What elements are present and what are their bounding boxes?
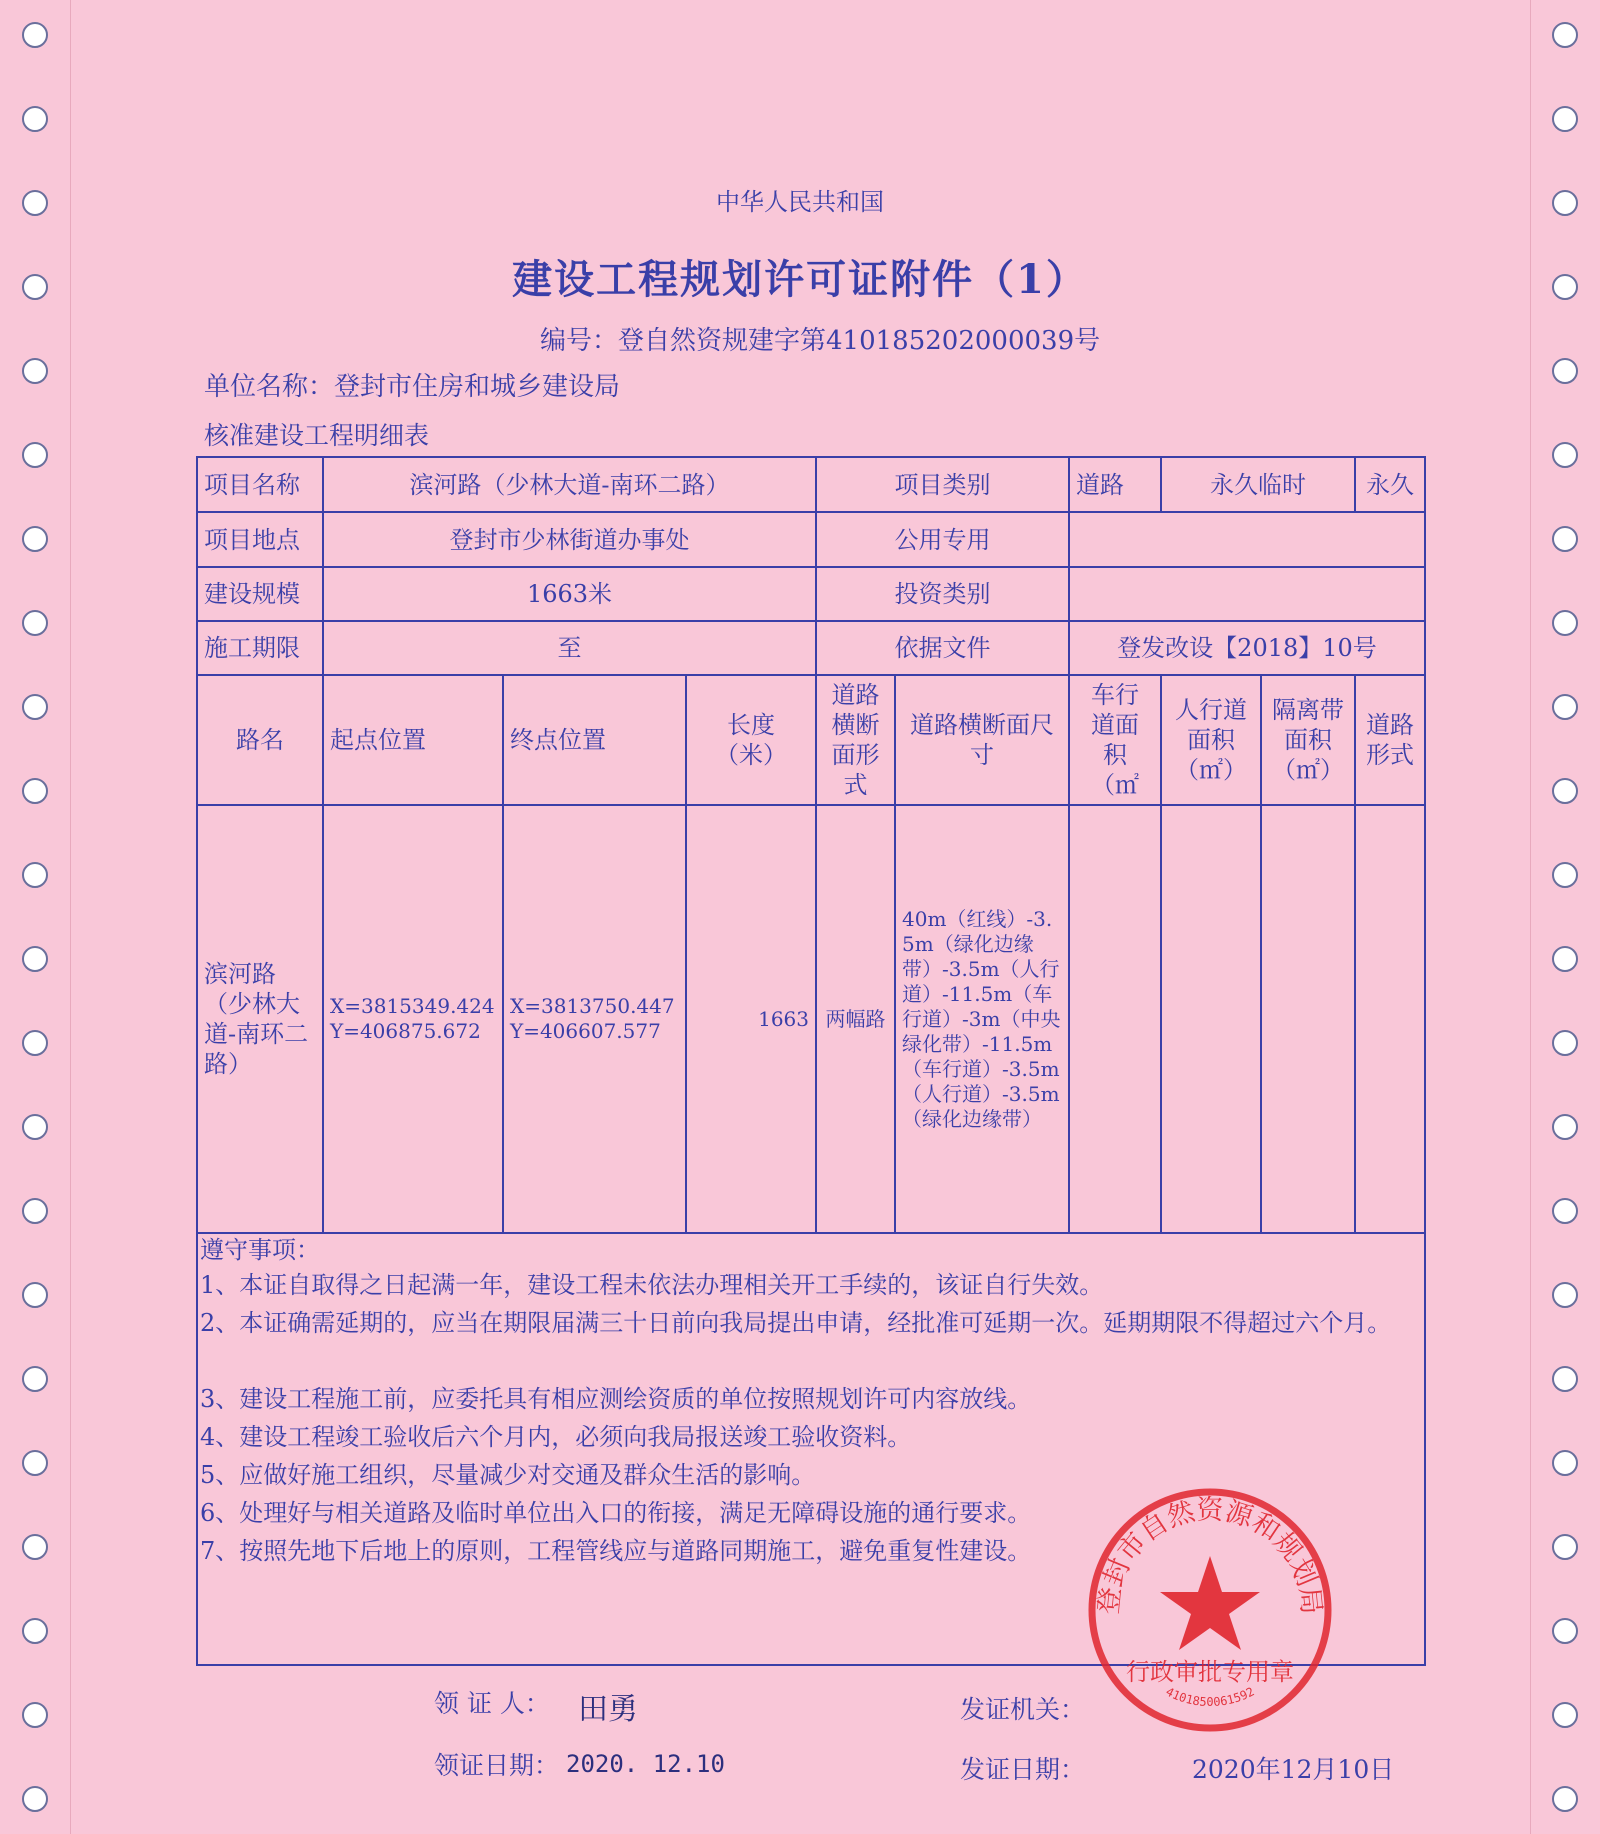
tractor-hole xyxy=(22,1030,48,1056)
tractor-hole xyxy=(1552,1534,1578,1560)
note-item: 2、本证确需延期的，应当在期限届满三十日前向我局提出申请，经批准可延期一次。延期期限不得超过六个月。 xyxy=(200,1309,1392,1337)
seal-code: 4101850061592 xyxy=(1163,1684,1257,1710)
header-road-form: 道路形式 xyxy=(1366,711,1414,769)
header-median-area: 隔离带面积（㎡） xyxy=(1272,696,1344,784)
tractor-hole xyxy=(1552,1114,1578,1140)
basis-label: 依据文件 xyxy=(894,634,991,662)
header-length: 长度（米） xyxy=(715,711,787,769)
tractor-hole xyxy=(22,358,48,384)
investment-label: 投资类别 xyxy=(894,580,991,608)
tractor-hole xyxy=(22,1114,48,1140)
period-value: 至 xyxy=(557,634,582,662)
header-end: 终点位置 xyxy=(510,726,606,754)
issuer-label: 发证机关： xyxy=(960,1695,1086,1724)
tractor-hole xyxy=(1552,1786,1578,1812)
tractor-hole xyxy=(22,694,48,720)
project-name-value: 滨河路（少林大道-南环二路） xyxy=(409,470,730,499)
public-private-label: 公用专用 xyxy=(894,525,991,554)
row-end-x: X=3813750.447 xyxy=(510,994,675,1018)
tractor-hole xyxy=(22,1366,48,1392)
project-type-label: 项目类别 xyxy=(894,470,991,499)
location-value: 登封市少林街道办事处 xyxy=(449,525,690,554)
permit-number: 编号：登自然资规建字第410185202000039号 xyxy=(540,326,1101,356)
tractor-hole xyxy=(1552,1702,1578,1728)
perm-temp-label: 永久临时 xyxy=(1210,470,1306,499)
project-name-label: 项目名称 xyxy=(204,470,300,499)
basis-value: 登发改设【2018】10号 xyxy=(1117,634,1377,662)
note-item: 1、本证自取得之日起满一年，建设工程未依法办理相关开工手续的，该证自行失效。 xyxy=(200,1271,1104,1299)
row-carriage-area xyxy=(1070,806,1160,1232)
official-seal xyxy=(1080,1480,1340,1740)
tractor-hole xyxy=(1552,610,1578,636)
seal-purpose: 行政审批专用章 xyxy=(1126,1658,1294,1686)
tractor-hole xyxy=(1552,526,1578,552)
scale-label: 建设规模 xyxy=(204,580,300,608)
tractor-hole xyxy=(1552,1366,1578,1392)
tractor-hole xyxy=(22,778,48,804)
tractor-hole xyxy=(1552,358,1578,384)
tractor-hole xyxy=(1552,694,1578,720)
tractor-hole xyxy=(22,1534,48,1560)
row-median-area xyxy=(1262,806,1354,1232)
tractor-hole xyxy=(22,526,48,552)
country-heading: 中华人民共和国 xyxy=(716,188,884,216)
unit-name: 单位名称：登封市住房和城乡建设局 xyxy=(204,372,621,402)
tractor-hole xyxy=(1552,862,1578,888)
row-section-size: 40m（红线）-3.5m（绿化边缘带）-3.5m（人行道）-11.5m（车行道）-3m（中央绿化带）-11.5m（车行道）-3.5m（人行道）-3.5m（绿化边缘带） xyxy=(902,906,1061,1131)
receiver-signature: 田勇 xyxy=(578,1692,638,1727)
header-carriage-area: 车行道面积（㎡ xyxy=(1091,681,1139,799)
row-start-x: X=3815349.424 xyxy=(330,994,495,1018)
receive-date-label: 领证日期： xyxy=(434,1751,560,1780)
tractor-hole xyxy=(22,1702,48,1728)
tractor-hole xyxy=(1552,106,1578,132)
row-start-y: Y=406875.672 xyxy=(330,1019,481,1043)
tractor-hole xyxy=(22,1786,48,1812)
tractor-hole xyxy=(22,862,48,888)
seal-org: 登封市自然资源和规划局 xyxy=(1093,1494,1327,1616)
issue-date-value: 2020年12月10日 xyxy=(1192,1755,1395,1784)
tractor-hole xyxy=(22,1450,48,1476)
header-section-form: 道路横断面形式 xyxy=(831,681,880,799)
seal-star-icon xyxy=(1160,1556,1260,1650)
row-end-y: Y=406607.577 xyxy=(510,1019,661,1043)
tractor-hole xyxy=(1552,1450,1578,1476)
tractor-hole xyxy=(22,1282,48,1308)
period-label: 施工期限 xyxy=(204,634,300,662)
investment-value xyxy=(1070,568,1424,620)
tractor-hole xyxy=(22,1198,48,1224)
tractor-hole xyxy=(22,1618,48,1644)
tractor-hole xyxy=(1552,22,1578,48)
scale-value: 1663米 xyxy=(526,580,613,608)
note-item: 7、按照先地下后地上的原则，工程管线应与道路同期施工，避免重复性建设。 xyxy=(200,1537,1032,1565)
perm-temp-value: 永久 xyxy=(1366,470,1414,499)
tractor-hole xyxy=(22,106,48,132)
header-section-size: 道路横断面尺寸 xyxy=(910,711,1054,769)
header-sidewalk-area: 人行道面积（㎡） xyxy=(1175,696,1247,784)
tractor-hole xyxy=(22,442,48,468)
tractor-hole xyxy=(1552,1198,1578,1224)
tractor-hole xyxy=(1552,1618,1578,1644)
row-road-name: 滨河路（少林大道-南环二路） xyxy=(204,960,309,1078)
note-item: 3、建设工程施工前，应委托具有相应测绘资质的单位按照规划许可内容放线。 xyxy=(200,1385,1032,1413)
header-start: 起点位置 xyxy=(330,726,426,754)
row-length: 1663 xyxy=(758,1006,809,1031)
row-sidewalk-area xyxy=(1162,806,1260,1232)
header-road-name: 路名 xyxy=(236,726,284,754)
row-section-form: 两幅路 xyxy=(825,1006,886,1031)
tractor-hole xyxy=(22,610,48,636)
receiver-label: 领 证 人： xyxy=(434,1689,550,1718)
issue-date-label: 发证日期： xyxy=(960,1755,1086,1784)
tractor-hole xyxy=(22,946,48,972)
note-item: 6、处理好与相关道路及临时单位出入口的衔接，满足无障碍设施的通行要求。 xyxy=(200,1499,1032,1527)
notes-title: 遵守事项： xyxy=(200,1236,320,1264)
tractor-hole xyxy=(1552,946,1578,972)
public-private-value xyxy=(1070,513,1424,566)
document-title: 建设工程规划许可证附件（1） xyxy=(512,256,1088,303)
table-subtitle: 核准建设工程明细表 xyxy=(204,421,430,450)
receive-date-value: 2020. 12.10 xyxy=(566,1750,725,1778)
tractor-hole xyxy=(1552,442,1578,468)
tractor-hole xyxy=(1552,1282,1578,1308)
tractor-hole xyxy=(22,22,48,48)
note-item: 4、建设工程竣工验收后六个月内，必须向我局报送竣工验收资料。 xyxy=(200,1423,912,1451)
project-type-value: 道路 xyxy=(1076,470,1124,499)
note-item: 5、应做好施工组织，尽量减少对交通及群众生活的影响。 xyxy=(200,1461,816,1489)
row-road-form xyxy=(1356,806,1424,1232)
tractor-hole xyxy=(1552,1030,1578,1056)
row-end-coords xyxy=(504,806,685,1232)
tractor-hole xyxy=(1552,778,1578,804)
location-label: 项目地点 xyxy=(204,525,300,554)
row-start-coords xyxy=(324,806,502,1232)
